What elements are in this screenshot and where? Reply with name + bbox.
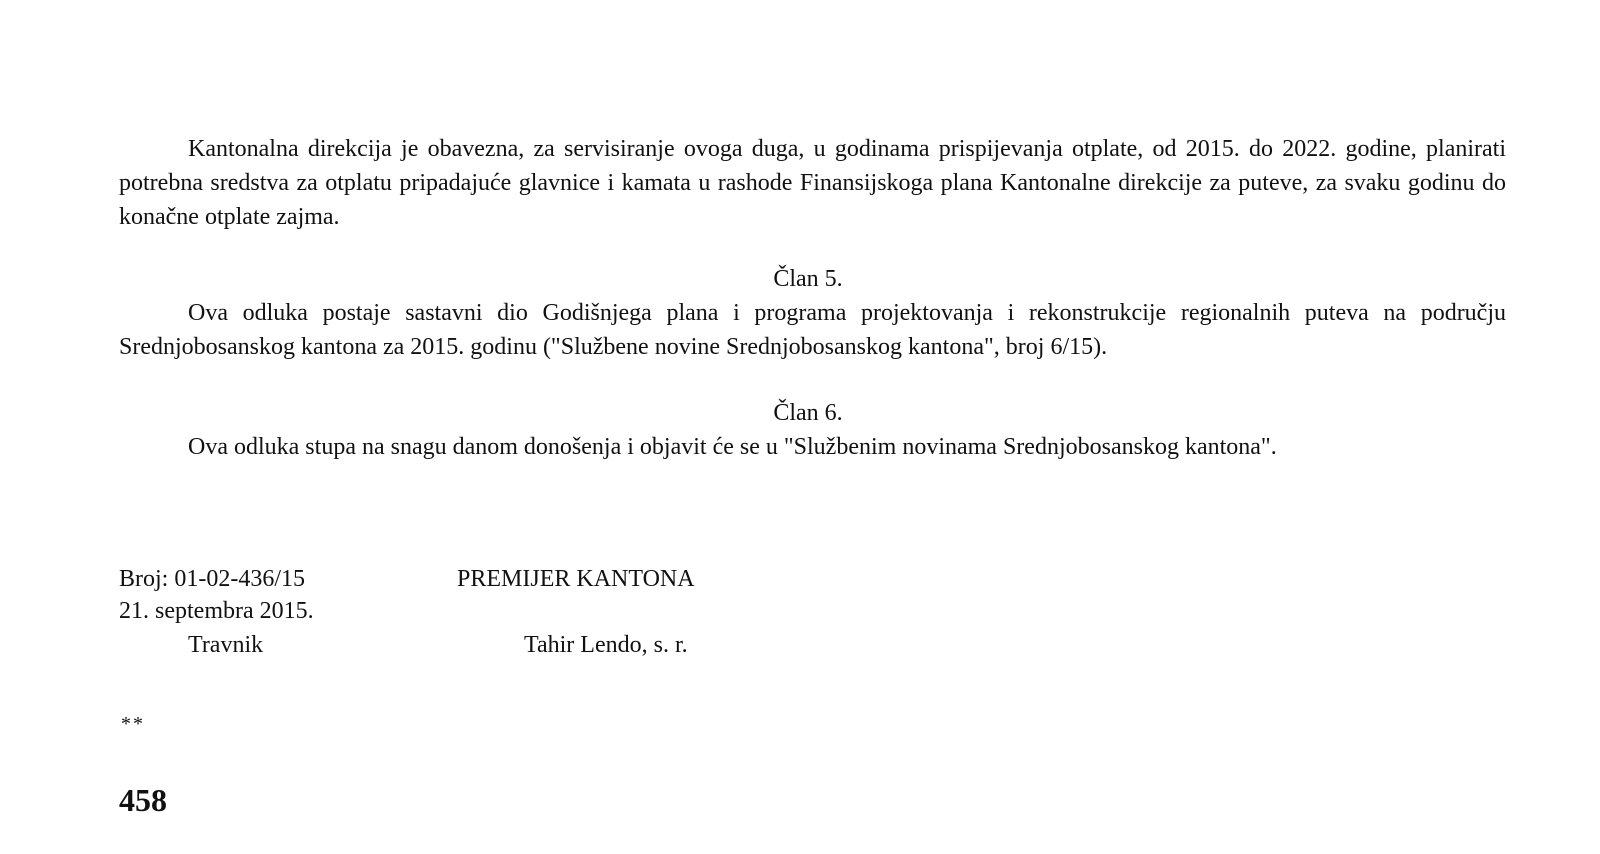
section-separator: **: [121, 713, 145, 735]
document-date: 21. septembra 2015.: [119, 598, 314, 624]
signatory-name: Tahir Lendo, s. r.: [524, 632, 688, 658]
article-5-text: Ova odluka postaje sastavni dio Godišnjega plana i programa projektovanja i rekonstrukcije regionalnih puteva na području Srednjobosanskog kantona za 2015. godinu ("Službene novine Srednjobosanskog kantona", broj 6/15).: [119, 300, 1506, 360]
document-number: Broj: 01-02-436/15: [119, 566, 305, 592]
article-6-heading: Član 6.: [773, 400, 843, 426]
signatory-title: PREMIJER KANTONA: [457, 566, 695, 592]
document-place: Travnik: [188, 632, 264, 658]
article-6-text: Ova odluka stupa na snagu danom donošenja i objavit će se u "Službenim novinama Srednjobosanskog kantona".: [188, 434, 1277, 460]
paragraph-repayment-obligation: Kantonalna direkcija je obavezna, za servisiranje ovoga duga, u godinama prispijevanja otplate, od 2015. do 2022. godine, planirati potrebna sredstva za otplatu pripadajuće glavnice i kamata u rashode Finansijskoga plana Kantonalne direkcije za puteve, za svaku godinu do konačne otplate zajma.: [119, 136, 1506, 230]
article-5-heading: Član 5.: [773, 266, 843, 292]
page-number: 458: [119, 782, 167, 818]
